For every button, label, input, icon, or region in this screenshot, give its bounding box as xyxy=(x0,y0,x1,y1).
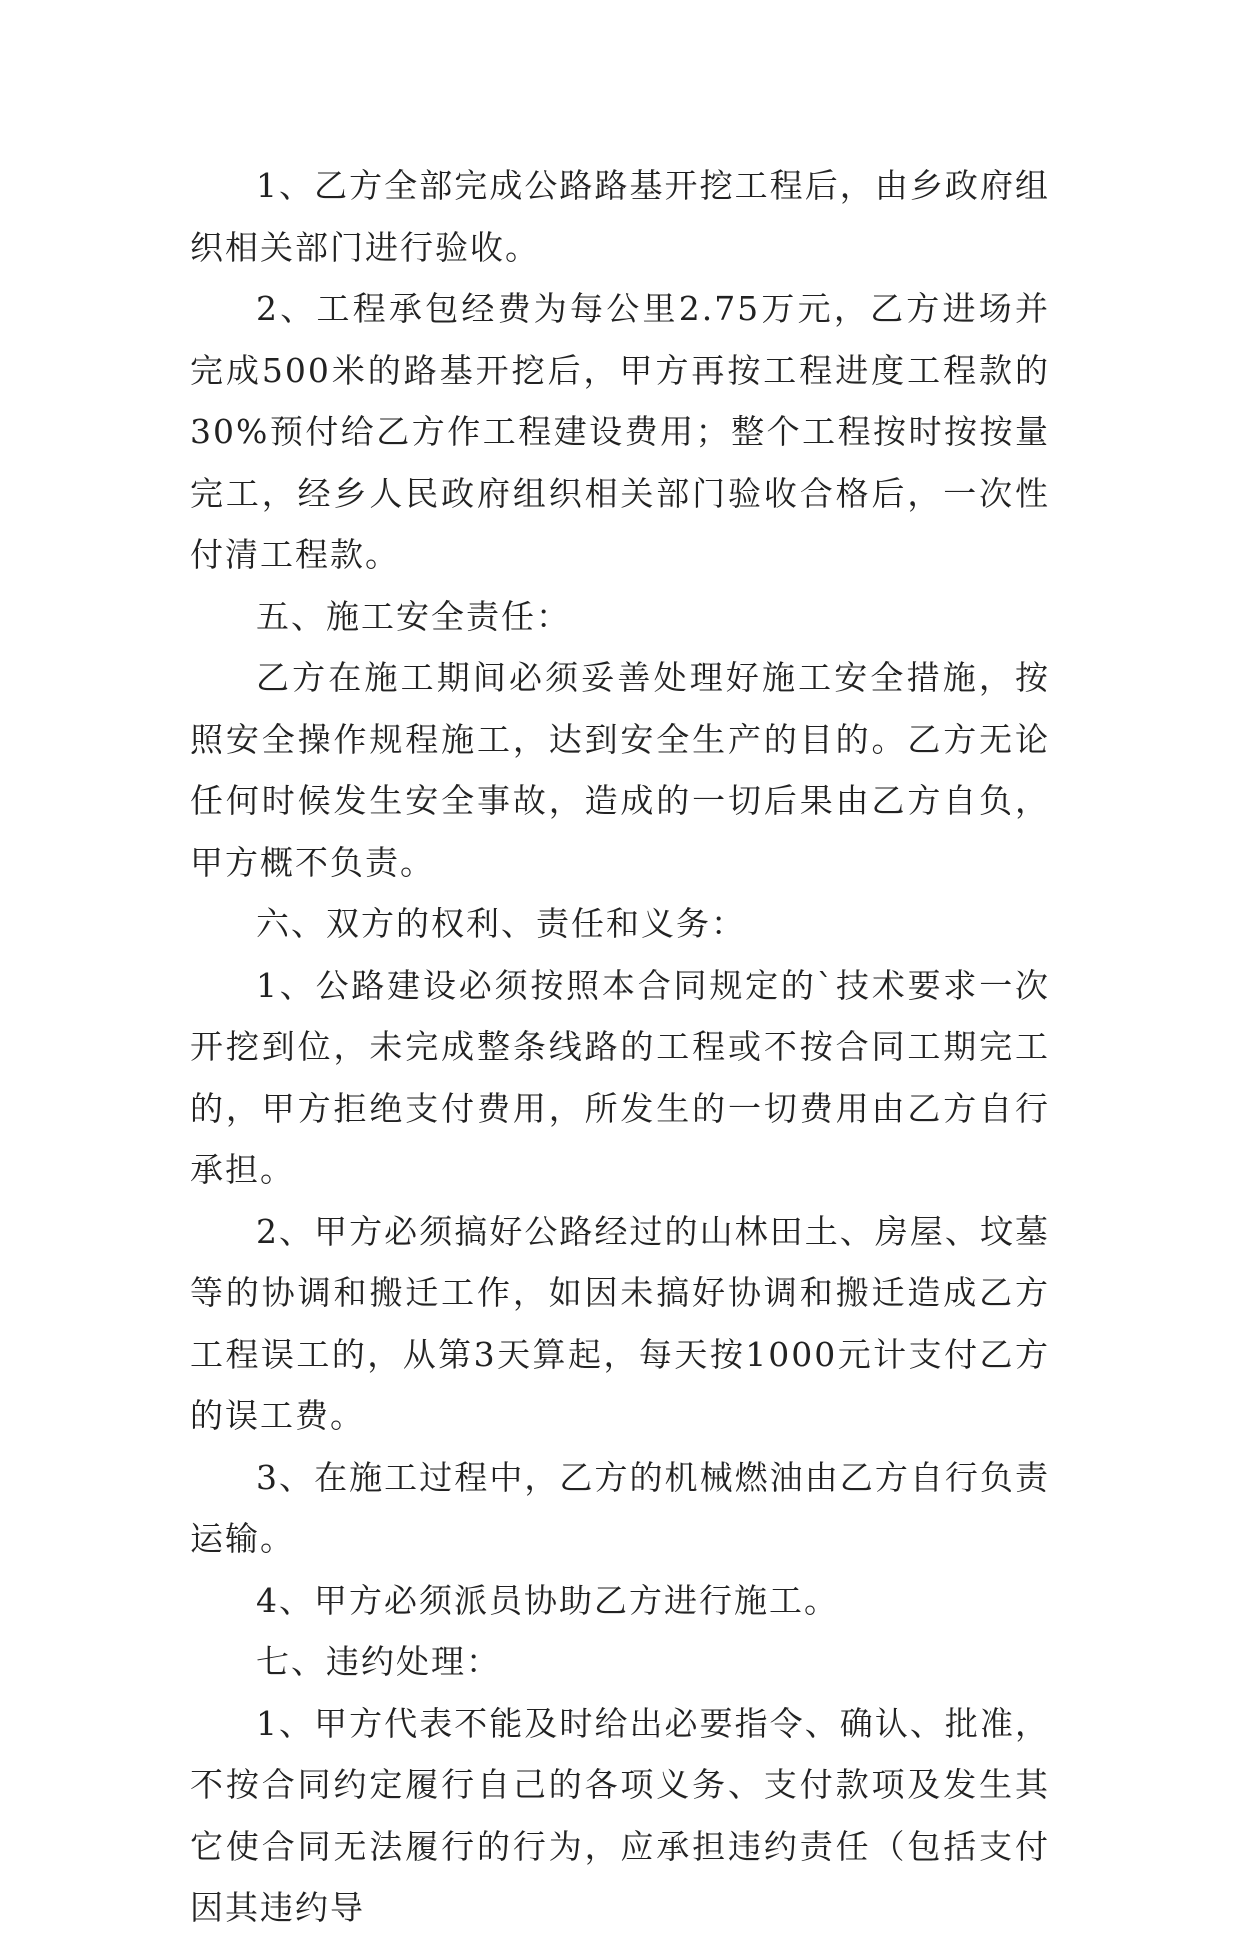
paragraph-breach-1: 1、甲方代表不能及时给出必要指令、确认、批准，不按合同约定履行自己的各项义务、支付款项及发生其它使合同无法履行的行为，应承担违约责任（包括支付因其违约导 xyxy=(190,1703,1050,1927)
paragraph-rights-3: 3、在施工过程中，乙方的机械燃油由乙方自行负责运输。 xyxy=(190,1457,1050,1558)
section-heading-rights: 六、双方的权利、责任和义务： xyxy=(256,904,746,943)
paragraph-rights-4: 4、甲方必须派员协助乙方进行施工。 xyxy=(256,1580,839,1620)
paragraph-safety: 乙方在施工期间必须妥善处理好施工安全措施，按照安全操作规程施工，达到安全生产的目的。乙方无论任何时候发生安全事故，造成的一切后果由乙方自负，甲方概不负责。 xyxy=(190,658,1050,882)
paragraph-rights-1: 1、公路建设必须按照本合同规定的`技术要求一次开挖到位，未完成整条线路的工程或不按合同工期完工的，甲方拒绝支付费用，所发生的一切费用由乙方自行承担。 xyxy=(190,965,1050,1189)
paragraph-acceptance: 1、乙方全部完成公路路基开挖工程后，由乡政府组织相关部门进行验收。 xyxy=(190,166,1050,267)
document-body xyxy=(190,155,1050,1939)
paragraph-payment: 2、工程承包经费为每公里2.75万元，乙方进场并完成500米的路基开挖后，甲方再按工程进度工程款的30%预付给乙方作工程建设费用；整个工程按时按按量完工，经乡人民政府组织相关部门验收合格后，一次性付清工程款。 xyxy=(190,289,1050,574)
section-heading-breach: 七、违约处理： xyxy=(256,1642,501,1681)
section-heading-safety: 五、施工安全责任： xyxy=(256,596,571,636)
paragraph-rights-2: 2、甲方必须搞好公路经过的山林田土、房屋、坟墓等的协调和搬迁工作，如因未搞好协调和搬迁造成乙方工程误工的，从第3天算起，每天按1000元计支付乙方的误工费。 xyxy=(190,1211,1050,1435)
